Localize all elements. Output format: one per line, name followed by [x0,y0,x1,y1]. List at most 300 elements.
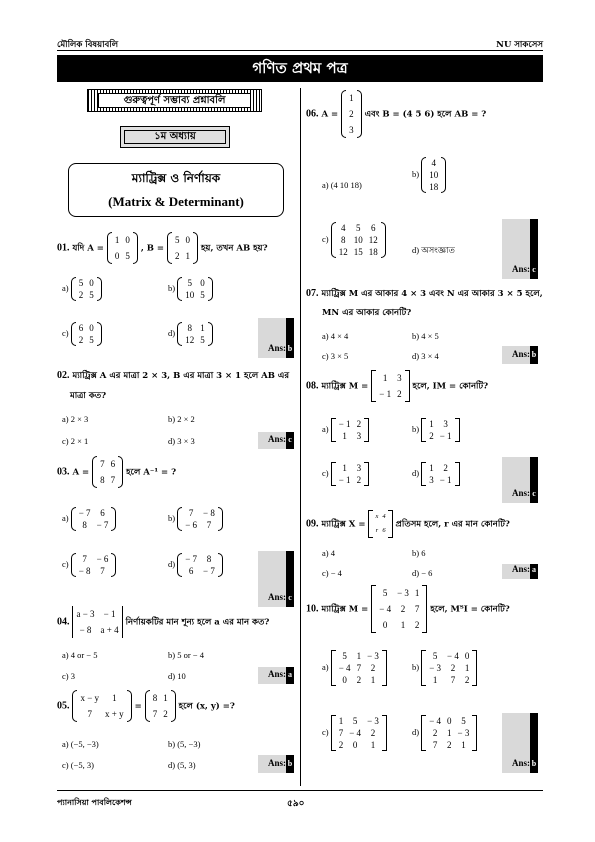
matrix-cell: − 7 [185,554,198,564]
matrix-cell: 3 [349,125,354,135]
matrix-cell: − 8 [78,566,91,576]
matrix-cell: 2 [464,675,470,685]
bracket-right [357,90,362,138]
matrix-cell: − 8 [79,625,92,635]
matrix-cell: − 3 [367,651,379,661]
bracket-right [364,418,369,442]
matrix-cell: 1 [370,740,376,750]
bracket-right [208,322,213,346]
matrix-cell: − 1 [439,475,452,485]
section-banner [87,89,262,112]
option-matrix [331,462,369,486]
option-matrix [331,650,387,686]
option-matrix [177,322,213,346]
matrix-cell: 10 [353,235,363,245]
question-08: 08. ম্যাট্রিক্স M = 1 3 − 1 2 হলে, IM = কোনটি? [306,370,488,402]
question-02-cont: মাত্রা কত? [70,391,107,401]
matrix-a [107,232,138,264]
matrix-cell: − 3 [397,588,409,598]
matrix-entries [426,650,472,686]
option-c[interactable]: c) 7 − 6 − 8 7 [62,553,116,577]
matrix-cell: a + 4 [100,625,119,635]
option-b[interactable]: b) 5 or − 4 [168,650,204,660]
matrix-cell: 7 [188,508,194,518]
matrix-cell: 18 [429,182,439,192]
matrix-cell: 2 [400,604,406,614]
option-b[interactable]: b) 5 0 10 5 [168,277,213,301]
matrix-cell: 3 [356,463,362,473]
matrix-cell: 5 [352,716,358,726]
matrix-cell: 7 [100,459,105,469]
answer-badge: Ans: c [258,432,294,449]
question-10: 10. ম্যাট্রিক্স M = 5 − 3 1 − 4 2 7 0 1 2 হলে, MᵀI = কোনটি? [306,585,510,633]
matrix-cell: 5 [78,278,84,288]
page-number: ৫৯০ [287,799,305,809]
option-matrix [421,650,477,686]
matrix-cell: x − y [80,693,100,703]
matrix-cell: 6 [370,223,376,233]
matrix-cell: 0 [447,716,452,726]
matrix-entries [112,232,133,264]
option-a[interactable]: a) 4 [322,548,335,558]
matrix-cell: − 3 [367,716,379,726]
matrix-cell: 1 [447,728,452,738]
answer-badge: Ans: b [502,346,538,364]
matrix-cell: 10 [185,290,195,300]
option-matrix [421,418,459,442]
bracket-right [127,690,132,722]
option-a[interactable]: a) − 7 6 8 − 7 [62,507,116,531]
answer-badge: Ans: c [502,219,538,279]
matrix-entries [97,456,118,488]
bracket-right [218,507,223,531]
bracket-right [405,370,410,402]
chapter-label: ১ম অধ্যায় [120,126,230,148]
option-matrix [71,507,117,531]
option-d[interactable]: d) 8 1 12 5 [168,322,213,346]
matrix-cell: − 8 [203,508,215,518]
matrix-cell: 0 [185,235,190,245]
matrix-cell: 7 [432,740,438,750]
option-c[interactable]: c) 4 5 6 8 10 12 12 15 18 [322,222,386,258]
question-text: যদি A = [72,243,104,254]
matrix-cell: 2 [78,290,84,300]
matrix-cell: 5 [461,716,466,726]
matrix-entries [376,370,404,402]
matrix-cell: − 7 [203,566,215,576]
matrix-cell: 2 [175,251,180,261]
matrix-cell: 8 [82,520,87,530]
matrix-cell: 5 [89,290,94,300]
matrix-cell: 7 [82,554,87,564]
option-matrix [331,222,386,258]
matrix-cell: 0 [464,651,470,661]
matrix-cell: 4 [382,513,386,520]
bracket-right [218,553,223,577]
matrix-cell: 8 [100,475,105,485]
matrix-cell: 1 [349,93,354,103]
matrix-entries [182,553,218,577]
matrix-cell: 8 [206,554,212,564]
option-d[interactable]: d) − 7 8 6 − 7 [168,553,223,577]
bracket-right [472,715,477,751]
matrix-cell: 6 [382,527,386,534]
bracket-right [111,553,116,577]
option-matrix [177,507,223,531]
bracket-right [455,418,460,442]
matrix-cell: 2 [356,475,362,485]
option-matrix [71,322,102,346]
option-c[interactable]: c) 2 × 1 [62,436,89,446]
page-title: গণিত প্রথম পত্র [57,55,543,82]
matrix-entries [373,510,387,538]
answer-badge: Ans: a [258,667,294,684]
matrix-cell: 1 [429,419,434,429]
matrix-cell: 0 [89,278,94,288]
matrix-entries [336,462,364,486]
option-matrix [71,277,102,301]
matrix-entries [76,322,97,346]
matrix-entries [426,418,454,442]
question-number: 01. [57,242,70,254]
matrix-cell: 3 [356,431,362,441]
bracket-right [193,232,198,264]
matrix-cell: − 4 [338,663,351,673]
option-a[interactable]: a) 4 or − 5 [62,650,98,660]
matrix-x [368,510,392,538]
bracket-right [133,232,138,264]
matrix-cell: 2 [356,419,362,429]
matrix-entries [426,157,441,193]
matrix-cell: 1 [342,431,347,441]
question-text: , B = [140,243,165,254]
matrix-cell: 7 [87,709,92,719]
bracket-right [422,585,427,633]
matrix-cell: − 4 [349,728,362,738]
option-c[interactable]: c) (−5, 3) [62,760,94,770]
bracket-right [97,322,102,346]
matrix-b [167,232,198,264]
matrix-cell: 1 [163,693,168,703]
matrix-cell: 7 [206,520,212,530]
option-a[interactable]: a) 4 × 4 [322,331,349,341]
matrix-cell: 2 [163,709,168,719]
matrix-cell: 15 [353,247,363,257]
matrix-cell: 6 [188,566,194,576]
matrix-entries [426,715,472,751]
option-matrix [421,157,446,193]
option-b[interactable]: b) 7 − 8 − 6 7 [168,507,223,531]
matrix-cell: 6 [110,459,116,469]
matrix-cell: − 4 [447,651,459,661]
matrix-cell: 2 [349,109,354,119]
matrix-cell: 0 [114,251,120,261]
option-a[interactable]: a) 5 1 − 3 − 4 7 2 0 2 1 [322,650,387,686]
matrix-cell: 6 [78,323,84,333]
matrix-cell: 4 [340,223,346,233]
matrix-cell: 1 [464,663,470,673]
option-matrix [71,553,117,577]
bracket-right [111,507,116,531]
matrix-cell: 1 [342,463,347,473]
option-d[interactable]: d) 1 2 3 − 1 [412,462,460,486]
matrix-cell: − 1 [439,431,452,441]
determinant [72,606,122,638]
matrix-cell: 5 [432,651,438,661]
matrix-cell: 7 [338,728,344,738]
option-b[interactable]: b) 2 × 2 [168,414,195,424]
matrix-left [72,690,131,722]
option-b[interactable]: b) 5 − 4 0 − 3 2 1 1 7 2 [412,650,477,686]
matrix-a [92,456,123,488]
question-04: 04. a − 3 − 1 − 8 a + 4 নির্ণায়কটির মান শূন্য হলে a এর মান কত? [57,606,269,638]
matrix-cell: x [375,513,379,520]
bracket-right [382,715,387,751]
option-b[interactable]: b) 1 3 2 − 1 [412,418,460,442]
footer-rule [57,790,543,791]
answer-badge: Ans: b [502,713,538,773]
matrix-cell: − 7 [78,508,91,518]
matrix-entries [150,690,171,722]
answer-badge: Ans: c [258,551,294,607]
matrix-entries [182,277,208,301]
matrix-cell: 1 [185,251,190,261]
matrix-cell: 2 [370,663,376,673]
question-05: 05. x − y 1 7 x + y = 8 1 7 2 হলে (x, y) =? [57,690,235,722]
matrix-entries [77,690,126,722]
matrix-cell: 10 [429,170,439,180]
matrix-cell: 0 [89,323,94,333]
option-c[interactable]: c) − 4 [322,568,342,578]
matrix-cell: − 1 [379,389,392,399]
matrix-cell: − 3 [457,728,470,738]
matrix-cell: 0 [342,675,347,685]
matrix-cell: 5 [187,278,192,288]
matrix-cell: 0 [200,278,205,288]
answer-badge: Ans: b [258,318,294,358]
matrix-cell: 12 [185,335,195,345]
matrix-entries [346,90,357,138]
option-c[interactable]: c) 1 5 − 3 7 − 4 2 2 0 1 [322,715,387,751]
matrix-cell: 2 [450,663,456,673]
option-d[interactable]: d) অসংজ্ঞাত [412,245,455,255]
matrix-cell: 7 [152,709,158,719]
matrix-cell: − 4 [429,716,442,726]
bracket-right [455,462,460,486]
matrix-cell: 7 [356,663,362,673]
matrix-cell: 7 [100,566,105,576]
bracket-right [382,650,387,686]
option-d[interactable]: d) (5, 3) [168,760,196,770]
matrix-entries [376,585,422,633]
matrix-cell: 1 [370,675,376,685]
matrix-cell: 3 [397,373,402,383]
matrix-entries [336,418,364,442]
bracket-right [122,606,123,638]
question-07: 07. ম্যাট্রিক্স M এর আকার 4 × 3 এবং N এর আকার 3 × 5 হলে, [306,288,543,299]
matrix-cell: x + y [105,709,124,719]
matrix-cell: 8 [152,693,158,703]
option-d[interactable]: d) − 4 0 5 2 1 − 3 7 2 1 [412,715,477,751]
topic-box [68,163,284,217]
option-d[interactable]: d) 3 × 3 [168,436,195,446]
matrix-cell: 1 [400,620,406,630]
matrix-cell: − 6 [185,520,198,530]
bracket-right [364,462,369,486]
matrix-cell: 0 [352,740,358,750]
option-d[interactable]: d) − 6 [412,568,433,578]
matrix-cell: 2 [370,728,376,738]
matrix-cell: 2 [338,740,344,750]
option-matrix [421,462,459,486]
matrix-cell: 2 [356,675,362,685]
bracket-right [208,277,213,301]
matrix-cell: 5 [200,290,205,300]
option-a[interactable]: a) (−5, −3) [62,739,99,749]
matrix-cell: 1 [114,235,120,245]
matrix-cell: 1 [432,675,438,685]
matrix-entries [336,715,382,751]
matrix-cell: 0 [382,620,388,630]
matrix-cell: 5 [125,251,130,261]
matrix-cell: 1 [338,716,344,726]
option-a[interactable]: a) 2 × 3 [62,414,89,424]
header-rule [57,50,543,51]
matrix-cell: 1 [112,693,117,703]
matrix-cell: 2 [447,740,452,750]
matrix-cell: 5 [355,223,361,233]
matrix-cell: 8 [187,323,192,333]
matrix-cell: 5 [200,335,205,345]
option-d[interactable]: d) 10 [168,671,186,681]
matrix-entries [182,507,218,531]
option-matrix [331,418,369,442]
matrix-cell: 1 [461,740,466,750]
bracket-right [388,510,393,538]
matrix-cell: 5 [342,651,347,661]
matrix-entries [172,232,193,264]
question-02: 02. ম্যাট্রিক্স A এর মাত্রা 2 × 3, B এর মাত্রা 3 × 1 হলে AB এর [57,370,290,381]
matrix-cell: 1 [200,323,205,333]
matrix-entries [336,650,382,686]
matrix-cell: 1 [356,651,362,661]
matrix-m [371,585,427,633]
bracket-right [171,690,176,722]
matrix-cell: 5 [89,335,94,345]
option-a[interactable]: a) − 1 2 1 3 [322,418,369,442]
option-c[interactable]: c) 3 [62,671,75,681]
matrix-cell: 3 [429,475,434,485]
matrix-cell: − 1 [103,609,116,619]
matrix-cell: 1 [429,463,434,473]
option-a[interactable]: a) 5 0 2 5 [62,277,102,301]
option-matrix [331,715,387,751]
topic-bengali: ম্যাট্রিক্স ও নির্ণায়ক [131,171,221,185]
matrix-entries [182,322,208,346]
footer-publisher: প্যানাসিয়া পাবলিকেশন্স [57,797,132,807]
matrix-entries [76,277,97,301]
matrix-a [341,90,362,138]
header-series-title: NU সাকসেস [496,40,543,50]
option-matrix [177,553,223,577]
option-matrix [177,277,213,301]
bracket-right [441,157,446,193]
bracket-right [118,456,123,488]
matrix-cell: 5 [175,235,180,245]
answer-badge: Ans: c [502,457,538,503]
matrix-cell: 0 [125,235,130,245]
matrix-cell: 5 [382,588,388,598]
matrix-cell: − 1 [338,419,351,429]
option-b[interactable]: b) 4 10 18 [412,157,446,193]
option-d[interactable]: d) 3 × 4 [412,351,439,361]
option-c[interactable]: c) 6 0 2 5 [62,322,102,346]
matrix-cell: 2 [432,728,438,738]
matrix-cell: − 4 [379,604,392,614]
matrix-cell: 4 [431,158,436,168]
option-b[interactable]: b) 6 [412,548,426,558]
matrix-m [371,370,409,402]
question-text: হয়, তখন AB হয়? [200,243,268,254]
matrix-cell: − 7 [96,520,109,530]
matrix-right [145,690,176,722]
matrix-cell: 7 [450,675,456,685]
question-01 [57,232,268,264]
matrix-cell: 2 [429,431,434,441]
question-06: 06. A = 1 2 3 এবং B = (4 5 6) হলে AB = ? [306,90,486,138]
option-b[interactable]: b) 4 × 5 [412,331,439,341]
header-book-title: মৌলিক বিষয়াবলি [57,40,119,50]
matrix-cell: 2 [78,335,84,345]
bracket-right [472,650,477,686]
matrix-entries [76,507,112,531]
matrix-cell: r [375,527,379,534]
bracket-right [97,277,102,301]
matrix-entries [336,222,381,258]
option-c[interactable]: c) 3 × 5 [322,351,349,361]
option-c[interactable]: c) 1 3 − 1 2 [322,462,369,486]
matrix-cell: − 1 [338,475,351,485]
matrix-cell: − 3 [429,663,442,673]
matrix-cell: 12 [368,235,378,245]
matrix-cell: 3 [443,419,448,429]
matrix-cell: 1 [414,588,420,598]
matrix-cell: a − 3 [76,609,95,619]
option-b[interactable]: b) (5, −3) [168,739,201,749]
question-03: 03. A = 7 6 8 7 হলে A⁻¹ = ? [57,456,176,488]
answer-badge: Ans: a [502,564,538,579]
question-09: 09. ম্যাট্রিক্স X = x 4 r 6 প্রতিসম হলে, r এর মান কোনটি? [306,510,510,538]
matrix-cell: 6 [100,508,105,518]
matrix-entries [426,462,454,486]
matrix-cell: 2 [397,389,402,399]
matrix-cell: 2 [414,620,420,630]
matrix-cell: 2 [443,463,448,473]
matrix-entries [73,606,121,638]
option-a[interactable]: a) (4 10 18) [322,180,362,190]
option-matrix [421,715,477,751]
bracket-right [381,222,386,258]
matrix-cell: 1 [382,373,388,383]
matrix-cell: 18 [368,247,378,257]
matrix-cell: 8 [340,235,346,245]
question-07-cont: MN এর আকার কোনটি? [322,308,412,318]
matrix-cell: 12 [338,247,348,257]
matrix-cell: 7 [110,475,116,485]
matrix-entries [76,553,112,577]
matrix-cell: − 6 [96,554,109,564]
column-divider [300,88,301,786]
